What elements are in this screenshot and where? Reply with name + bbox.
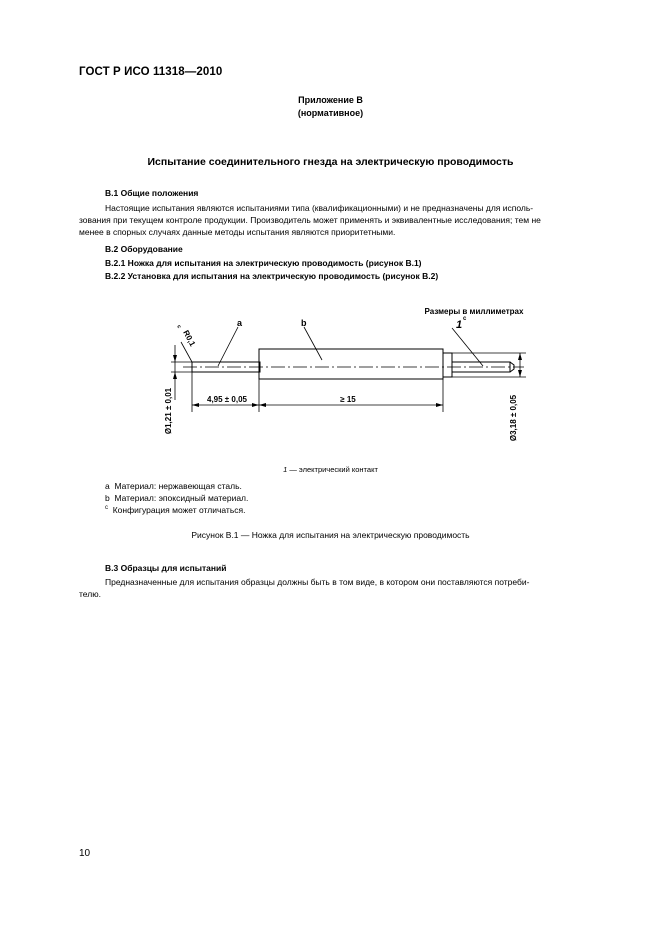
note-text: Конфигурация может отличаться. [112, 505, 246, 515]
callout-1-superscript: c [463, 316, 467, 322]
figure-legend [0, 465, 661, 474]
legend-number: 1 [283, 465, 288, 474]
note-text: Материал: эпоксидный материал. [114, 493, 249, 503]
pin-flange [443, 353, 452, 377]
appendix-title: Приложение В [298, 95, 363, 105]
figure-drawing [0, 0, 661, 460]
callout-1-label: 1 [456, 319, 463, 331]
callout-b-label: b [301, 318, 307, 328]
section-b22-heading: В.2.2 Установка для испытания на электрическую проводимость (рисунок В.2) [105, 271, 439, 281]
units-label: Размеры в миллиметрах [424, 307, 524, 316]
appendix-subtitle: (нормативное) [297, 108, 364, 118]
length-a-label: 4,95 ± 0,05 [207, 395, 247, 404]
section-b3-heading: В.3 Образцы для испытаний [105, 563, 227, 573]
callout-1-leader [452, 328, 483, 366]
section-b1-heading: В.1 Общие положения [105, 188, 199, 198]
figure-note [105, 481, 242, 491]
paragraph-line: телю. [79, 589, 101, 599]
main-title: Испытание соединительного гнезда на электрическую проводимость [147, 156, 514, 168]
diameter-left-label: Ø1,21 ± 0,01 [164, 387, 173, 435]
radius-superscript: c [175, 324, 182, 330]
pin-body [259, 349, 443, 379]
document-header: ГОСТ Р ИСО 11318—2010 [79, 66, 223, 78]
section-b2-heading: В.2 Оборудование [105, 244, 183, 254]
legend-text: — электрический контакт [287, 465, 378, 474]
callout-a-label: a [237, 318, 243, 328]
note-mark: b [105, 493, 110, 503]
figure-note [105, 505, 245, 515]
length-b-label: ≥ 15 [340, 395, 356, 404]
paragraph-line: менее в спорных случаях данные методы испытания являются приоритетными. [79, 227, 396, 237]
paragraph-line: Предназначенные для испытания образцы должны быть в том виде, в котором они поставляются потреби- [105, 577, 530, 587]
paragraph-line: Настоящие испытания являются испытаниями типа (квалификационными) и не предназначены для исполь- [105, 203, 534, 213]
page-number: 10 [79, 848, 91, 859]
paragraph-line: зования при текущем контроле продукции. Производитель может применять и эквивалентные исследования; тем не [79, 215, 541, 225]
radius-label: R0,1 [181, 328, 198, 348]
note-text: Материал: нержавеющая сталь. [114, 481, 242, 491]
section-b21-heading: В.2.1 Ножка для испытания на электрическую проводимость (рисунок В.1) [105, 258, 422, 268]
figure-note [105, 493, 248, 503]
section-b3-text [79, 576, 584, 600]
callout-b-leader [304, 327, 322, 360]
note-mark: a [105, 481, 110, 491]
callout-a-leader [218, 327, 238, 366]
note-mark: c [105, 505, 108, 512]
figure-caption: Рисунок В.1 — Ножка для испытания на электрическую проводимость [191, 530, 470, 540]
diameter-right-label: Ø3,18 ± 0,05 [509, 394, 518, 442]
